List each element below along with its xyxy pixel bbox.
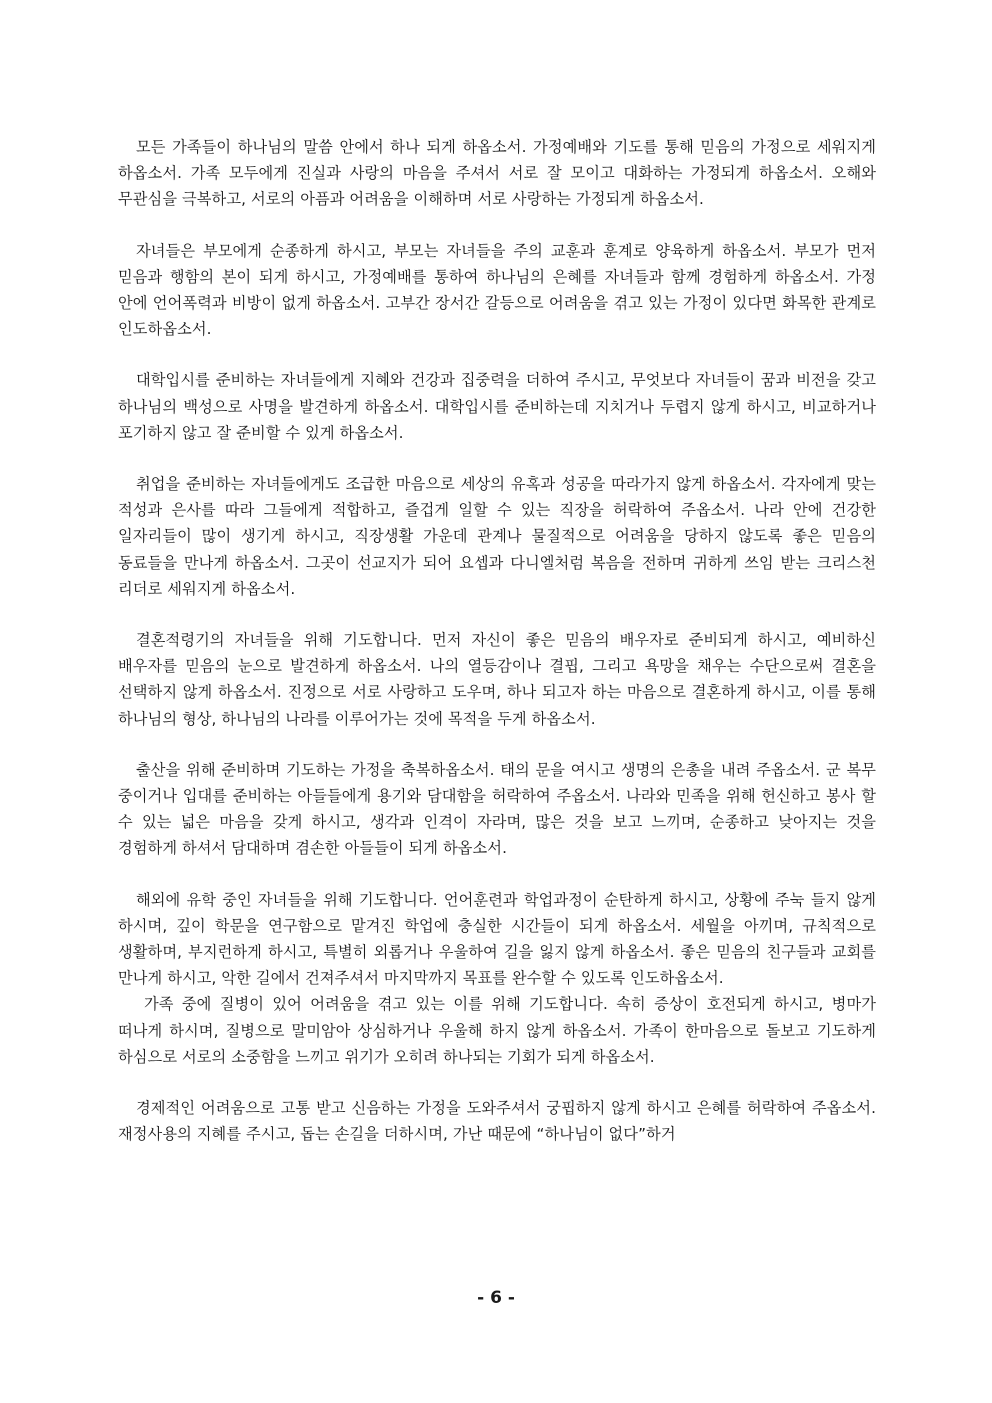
paragraph-employment: 취업을 준비하는 자녀들에게도 조급한 마음으로 세상의 유혹과 성공을 따라가지 않게 하옵소서. 각자에게 맞는 적성과 은사를 따라 그들에게 적합하고, 즐겁게 일할 수 있는 직장을 허락하여 주옵소서. 나라 안에 건강한 일자리들이 많이 생기게 하시고, 직장생활 가운데 관계나 물질적으로 어려움을 당하지 않도록 좋은 믿음의 동료들을 만나게 하옵소서. 그곳이 선교지가 되어 요셉과 다니엘처럼 복음을 전하며 귀하게 쓰임 받는 크리스천 리더로 세워지게 하옵소서. <box>118 475 876 598</box>
paragraph-family-unity: 모든 가족들이 하나님의 말씀 안에서 하나 되게 하옵소서. 가정예배와 기도를 통해 믿음의 가정으로 세워지게 하옵소서. 가족 모두에게 진실과 사랑의 마음을 주셔서 서로 잘 모이고 대화하는 가정되게 하옵소서. 오해와 무관심을 극복하고, 서로의 아픔과 어려움을 이해하며 서로 사랑하는 가정되게 하옵소서. <box>118 138 876 209</box>
paragraph-college-entrance: 대학입시를 준비하는 자녀들에게 지혜와 건강과 집중력을 더하여 주시고, 무엇보다 자녀들이 꿈과 비전을 갖고 하나님의 백성으로 사명을 발견하게 하옵소서. 대학입시를 준비하는데 지치거나 두렵지 않게 하시고, 비교하거나 포기하지 않고 잘 준비할 수 있게 하옵소서. <box>118 371 876 442</box>
paragraph-parents-children: 자녀들은 부모에게 순종하게 하시고, 부모는 자녀들을 주의 교훈과 훈계로 양육하게 하옵소서. 부모가 먼저 믿음과 행함의 본이 되게 하시고, 가정예배를 통하여 하나님의 은혜를 자녀들과 함께 경험하게 하옵소서. 가정 안에 언어폭력과 비방이 없게 하옵소서. 고부간 장서간 갈등으로 어려움을 겪고 있는 가정이 있다면 화목한 관계로 인도하옵소서. <box>118 241 876 339</box>
paragraph-marriage: 결혼적령기의 자녀들을 위해 기도합니다. 먼저 자신이 좋은 믿음의 배우자로 준비되게 하시고, 예비하신 배우자를 믿음의 눈으로 발견하게 하옵소서. 나의 열등감이나 결핍, 그리고 욕망을 채우는 수단으로써 결혼을 선택하지 않게 하옵소서. 진정으로 서로 사랑하고 도우며, 하나 되고자 하는 마음으로 결혼하게 하시고, 이를 통해 하나님의 형상, 하나님의 나라를 이루어가는 것에 목적을 두게 하옵소서. <box>118 631 876 728</box>
paragraph-illness: 가족 중에 질병이 있어 어려움을 겪고 있는 이를 위해 기도합니다. 속히 증상이 호전되게 하시고, 병마가 떠나게 하시며, 질병으로 말미암아 상심하거나 우울해 하지 않게 하옵소서. 가족이 한마음으로 돌보고 기도하게 하심으로 서로의 소중함을 느끼고 위기가 오히려 하나되는 기회가 되게 하옵소서. <box>118 995 876 1066</box>
paragraph-childbirth-military: 출산을 위해 준비하며 기도하는 가정을 축복하옵소서. 태의 문을 여시고 생명의 은총을 내려 주옵소서. 군 복무 중이거나 입대를 준비하는 아들들에게 용기와 담대함을 허락하여 주옵소서. 나라와 민족을 위해 헌신하고 봉사 할 수 있는 넓은 마음을 갖게 하시고, 생각과 인격이 자라며, 많은 것을 보고 느끼며, 순종하고 낮아지는 것을 경험하게 하셔서 담대하며 겸손한 아들들이 되게 하옵소서. <box>118 760 876 858</box>
paragraph-financial-hardship: 경제적인 어려움으로 고통 받고 신음하는 가정을 도와주셔서 궁핍하지 않게 하시고 은혜를 허락하여 주옵소서. 재정사용의 지혜를 주시고, 돕는 손길을 더하시며, 가난 때문에 “하나님이 없다”하거 <box>118 1099 876 1144</box>
page-number: - 6 - <box>477 1288 515 1308</box>
document-body <box>118 134 876 1173</box>
paragraph-study-abroad: 해외에 유학 중인 자녀들을 위해 기도합니다. 언어훈련과 학업과정이 순탄하게 하시고, 상황에 주눅 들지 않게 하시며, 깊이 학문을 연구함으로 맡겨진 학업에 충실한 시간들이 되게 하옵소서. 세월을 아끼며, 규칙적으로 생활하며, 부지런하게 하시고, 특별히 외롭거나 우울하여 길을 잃지 않게 하옵소서. 좋은 믿음의 친구들과 교회를 만나게 하시고, 악한 길에서 건져주셔서 마지막까지 목표를 완수할 수 있도록 인도하옵소서. <box>118 890 876 988</box>
